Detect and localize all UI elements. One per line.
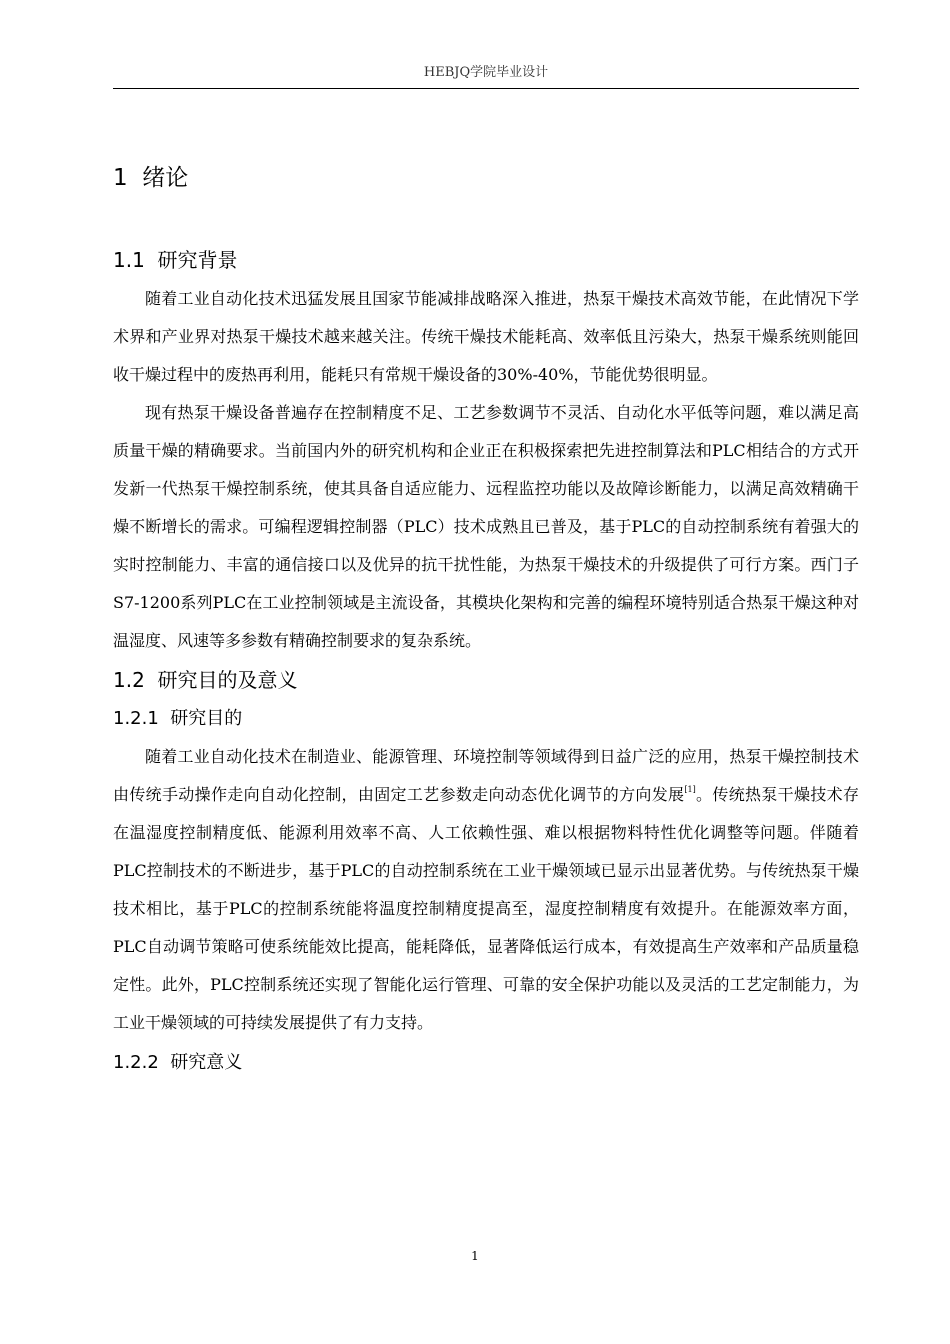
citation-marker[interactable]: [1]	[684, 785, 696, 794]
chapter-heading: 1 绪论	[113, 165, 189, 191]
purpose-paragraph	[113, 738, 859, 1042]
purpose-text-part-1: 随着工业自动化技术在制造业、能源管理、环境控制等领域得到日益广泛的应用，热泵干燥控制技术由传统手动操作走向自动化控制，由固定工艺参数走向动态优化调节的方向发展	[113, 747, 859, 804]
subsection-heading-purpose: 1.2.1 研究目的	[113, 708, 243, 729]
purpose-text-part-2: 。传统热泵干燥技术存在温湿度控制精度低、能源利用效率不高、人工依赖性强、难以根据物料特性优化调整等问题。伴随着PLC控制技术的不断进步，基于PLC的自动控制系统在工业干燥领域已显示出显著优势。与传统热泵干燥技术相比，基于PLC的控制系统能将温度控制精度提高至，湿度控制精度有效提升。在能源效率方面，PLC自动调节策略可使系统能效比提高，能耗降低，显著降低运行成本，有效提高生产效率和产品质量稳定性。此外，PLC控制系统还实现了智能化运行管理、可靠的安全保护功能以及灵活的工艺定制能力，为工业干燥领域的可持续发展提供了有力支持。	[113, 785, 859, 1032]
page-number: 1	[471, 1249, 479, 1263]
section-heading-purpose-significance: 1.2 研究目的及意义	[113, 668, 298, 692]
subsection-heading-significance: 1.2.2 研究意义	[113, 1052, 243, 1073]
document-body	[113, 158, 859, 1082]
section-heading-background: 1.1 研究背景	[113, 248, 238, 272]
page-header	[113, 62, 859, 89]
header-title: HEBJQ学院毕业设计	[423, 65, 549, 80]
background-paragraph-2: 现有热泵干燥设备普遍存在控制精度不足、工艺参数调节不灵活、自动化水平低等问题，难以满足高质量干燥的精确要求。当前国内外的研究机构和企业正在积极探索把先进控制算法和PLC相结合的方式开发新一代热泵干燥控制系统，使其具备自适应能力、远程监控功能以及故障诊断能力，以满足高效精确干燥不断增长的需求。可编程逻辑控制器（PLC）技术成熟且已普及，基于PLC的自动控制系统有着强大的实时控制能力、丰富的通信接口以及优异的抗干扰性能，为热泵干燥技术的升级提供了可行方案。西门子S7-1200系列PLC在工业控制领域是主流设备，其模块化架构和完善的编程环境特别适合热泵干燥这种对温湿度、风速等多参数有精确控制要求的复杂系统。	[113, 403, 859, 650]
background-paragraph-1: 随着工业自动化技术迅猛发展且国家节能减排战略深入推进，热泵干燥技术高效节能，在此情况下学术界和产业界对热泵干燥技术越来越关注。传统干燥技术能耗高、效率低且污染大，热泵干燥系统则能回收干燥过程中的废热再利用，能耗只有常规干燥设备的30%-40%，节能优势很明显。	[113, 289, 859, 384]
